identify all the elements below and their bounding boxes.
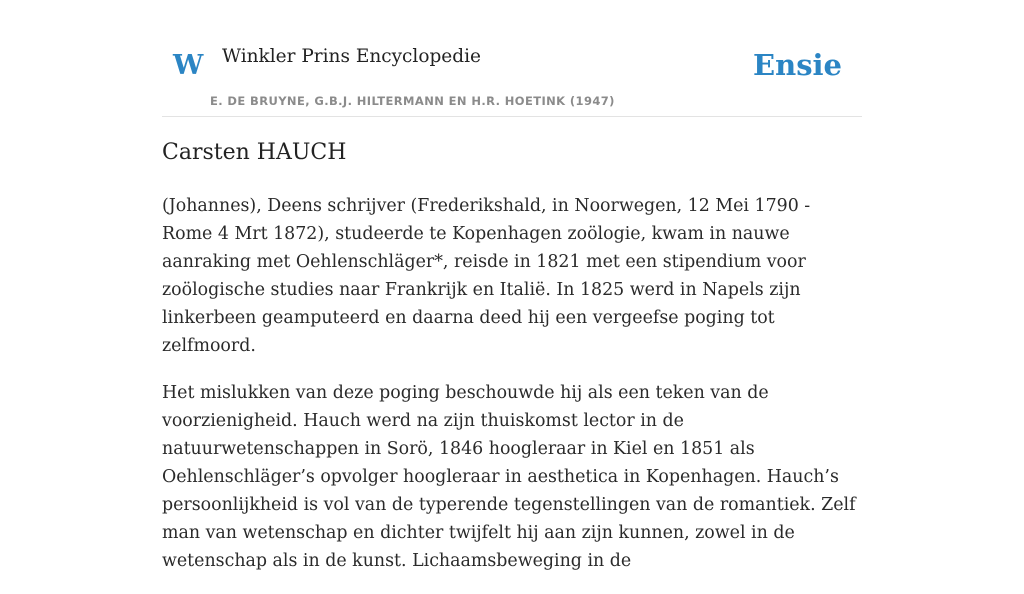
site-header xyxy=(162,0,862,117)
ensie-brand-logo[interactable]: Ensie xyxy=(753,48,842,82)
winkler-prins-logo-icon[interactable]: W xyxy=(173,50,204,81)
source-authors: E. DE BRUYNE, G.B.J. HILTERMANN EN H.R. HOETINK (1947) xyxy=(210,94,615,108)
article-body xyxy=(162,192,862,594)
source-title[interactable]: Winkler Prins Encyclopedie xyxy=(222,46,481,67)
article-paragraph: Het mislukken van deze poging beschouwde hij als een teken van de voorzienigheid. Hauch werd na zijn thuiskomst lector in de natuurwetenschappen in Sorö, 1846 hoogleraar in Kiel en 1851 als Oehlenschläger’s opvolger hoogleraar in aesthetica in Kopenhagen. Hauch’s persoonlijkheid is vol van de typerende tegenstellingen van de romantiek. Zelf man van wetenschap en dichter twijfelt hij aan zijn kunnen, zowel in de wetenschap als in de kunst. Lichaamsbeweging in de xyxy=(162,383,856,571)
article-title: Carsten HAUCH xyxy=(162,140,347,165)
article-paragraph: (Johannes), Deens schrijver (Frederikshald, in Noorwegen, 12 Mei 1790 - Rome 4 Mrt 1872), studeerde te Kopenhagen zoölogie, kwam in nauwe aanraking met Oehlenschläger*, reisde in 1821 met een stipendium voor zoölogische studies naar Frankrijk en Italië. In 1825 werd in Napels zijn linkerbeen geamputeerd en daarna deed hij een vergeefse poging tot zelfmoord. xyxy=(162,196,811,356)
